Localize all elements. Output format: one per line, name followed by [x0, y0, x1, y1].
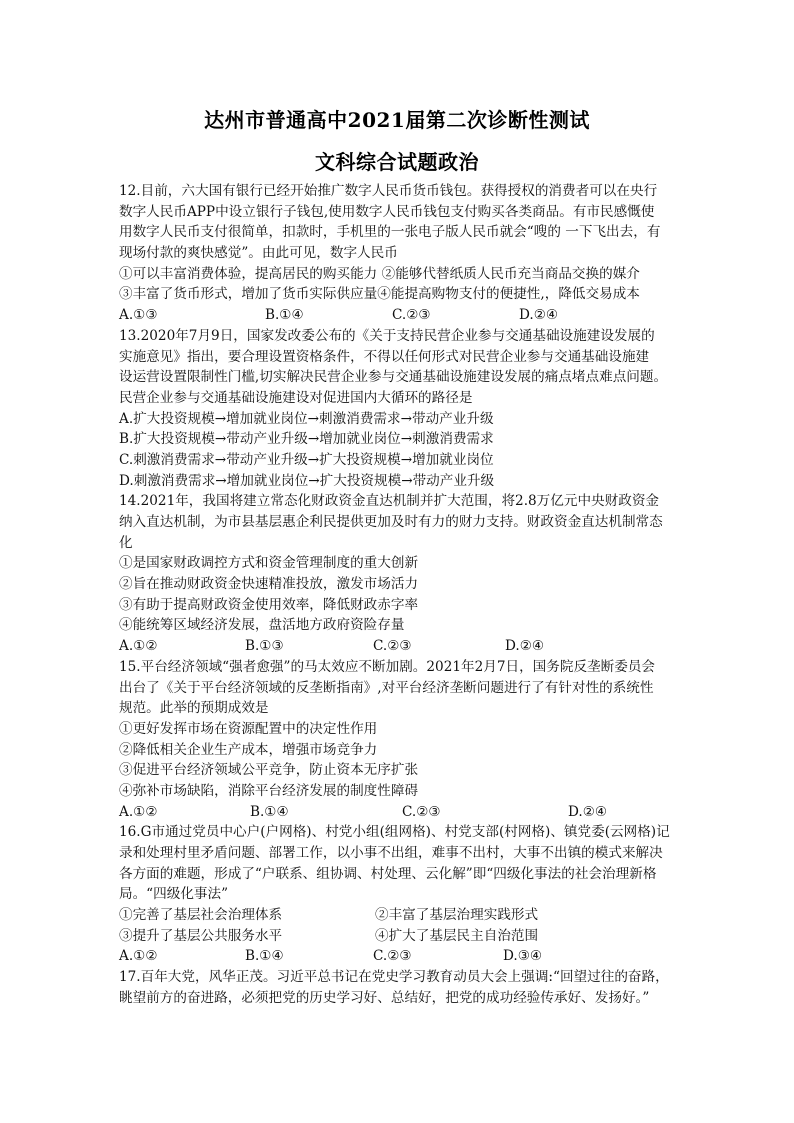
- option-line: C.刺激消费需求→带动产业升级→扩大投资规模→增加就业岗位: [119, 451, 494, 468]
- option-d: D.②④: [505, 638, 545, 655]
- option-line: B.扩大投资规模→带动产业升级→增加就业岗位→刺激消费需求: [119, 431, 494, 448]
- answer-options: [119, 305, 679, 326]
- option-a: A.①②: [119, 803, 158, 820]
- question-14: [119, 491, 679, 657]
- statement: ①可以丰富消费体验，提高居民的购买能力 ②能够代替纸质人民币充当商品交换的媒介: [119, 265, 640, 282]
- option-line: D.刺激消费需求→增加就业岗位→扩大投资规模→带动产业升级: [119, 472, 495, 489]
- stem-line: 17.百年大党，风华正茂。习近平总书记在党史学习教育动员大会上强调:“回望过往的奋路，: [119, 969, 669, 986]
- stem-line: 纳入直达机制，为市县基层惠企利民提供更加及时有力的财力支持。财政资金直达机制常态: [119, 514, 663, 530]
- stem-line: 民营企业参与交通基础设施建设对促进国内大循环的路径是: [119, 389, 473, 406]
- option-c: C.②③: [402, 803, 441, 820]
- statement: ③有助于提高财政资金使用效率，降低财政赤字率: [119, 596, 419, 613]
- option-b: B.①④: [265, 307, 304, 324]
- stem-line: 规范。此举的预期成效是: [119, 700, 269, 717]
- question-17: [119, 967, 679, 1008]
- statement: ②降低相关企业生产成本，增强市场竞争力: [119, 741, 378, 758]
- statement: ③促进平台经济领域公平竞争，防止资本无序扩张: [119, 762, 419, 779]
- statement: ②旨在推动财政资金快速精准投放，激发市场活力: [119, 576, 419, 593]
- statement: ①更好发挥市场在资源配置中的决定性作用: [119, 720, 378, 737]
- statement: ③丰富了货币形式，增加了货币实际供应量④能提高购物支付的便捷性,，降低交易成本: [119, 286, 640, 303]
- stem-line: 数字人民币APP中设立银行子钱包,使用数字人民币钱包支付购买各类商品。有市民感慨使: [119, 203, 655, 220]
- answer-options: [119, 802, 679, 823]
- statement-row: [119, 905, 679, 926]
- stem-line: 12.目前，六大国有银行已经开始推广数字人民币货币钱包。获得授权的消费者可以在央行: [119, 183, 658, 199]
- answer-options: [119, 636, 679, 657]
- question-content: [119, 181, 679, 1009]
- stem-line: 16.G市通过党员中心户(户网格)、村党小组(组网格)、村党支部(村网格)、镇党委(云网格)记: [119, 824, 670, 841]
- option-line: A.扩大投资规模→增加就业岗位→刺激消费需求→带动产业升级: [119, 410, 494, 427]
- option-c: C.②③: [392, 307, 431, 324]
- stem-line: 设运营设置限制性门槛,切实解决民营企业参与交通基础设施建设发展的痛点堵点难点问题。: [119, 369, 668, 386]
- statement: ④能统筹区域经济发展，盘活地方政府资险存量: [119, 617, 405, 634]
- stem-line: 用数字人民币支付很简单，扣款时，手机里的一张电子版人民币就会“嗖的 一下飞出去，有: [119, 224, 661, 241]
- option-a: A.①③: [119, 307, 158, 324]
- question-13: [119, 326, 679, 492]
- option-a: A.①②: [119, 638, 158, 655]
- stem-line: 出台了《关于平台经济领域的反垄断指南》,对平台经济垄断问题进行了有针对性的系统性: [119, 679, 654, 696]
- stem-line: 14.2021年，我国将建立常态化财政资金直达机制并扩大范围，将2.8万亿元中央财政资金: [119, 493, 660, 510]
- stem-line: 15.平台经济领域“强者愈强”的马太效应不断加剧。2021年2月7日，国务院反垄断委员会: [119, 658, 656, 675]
- option-a: A.①②: [119, 948, 158, 965]
- option-b: B.①④: [250, 803, 289, 820]
- statement-row: [119, 926, 679, 947]
- option-b: B.①④: [245, 948, 284, 965]
- option-d: D.②④: [519, 307, 559, 324]
- statement: ②丰富了基层治理实践形式: [375, 907, 539, 924]
- question-16: [119, 822, 679, 967]
- question-15: [119, 657, 679, 823]
- statement: ④扩大了基层民主自治范围: [375, 927, 539, 944]
- stem-line: 实施意见》指出，要合理设置资格条件，不得以任何形式对民营企业参与交通基础设施建: [119, 348, 650, 365]
- stem-line: 化: [119, 534, 133, 551]
- question-12: [119, 181, 679, 326]
- stem-line: 13.2020年7月9日，国家发改委公布的《关于支持民营企业参与交通基础设施建设发展的: [119, 327, 655, 344]
- option-c: C.②③: [373, 948, 412, 965]
- stem-line: 局。“四级化事法”: [119, 886, 229, 903]
- option-d: D.②④: [568, 803, 608, 820]
- option-b: B.①③: [245, 638, 284, 655]
- stem-line: 各方面的难题，形成了“户联系、组协调、村处理、云化解”即“四级化事法的社会治理新格: [119, 865, 657, 882]
- statement: ④弥补市场缺陷，消除平台经济发展的制度性障碍: [119, 782, 419, 799]
- statement: ③提升了基层公共服务水平: [119, 927, 283, 944]
- stem-line: 录和处理村里矛盾问题、部署工作，以小事不出组，难事不出村，大事不出镇的模式来解决: [119, 845, 663, 861]
- stem-line: 现场付款的爽快感觉”。由此可见，数字人民币: [119, 245, 398, 262]
- document-title: 达州市普通高中2021届第二次诊断性测试: [204, 108, 590, 132]
- stem-line: 眺望前方的奋进路，必须把党的历史学习好、总结好，把党的成功经验传承好、发扬好。”: [119, 989, 650, 1006]
- option-c: C.②③: [373, 638, 412, 655]
- option-d: D.③④: [503, 948, 543, 965]
- statement: ①完善了基层社会治理体系: [119, 907, 283, 924]
- statement: ①是国家财政调控方式和资金管理制度的重大创新: [119, 555, 419, 572]
- answer-options: [119, 946, 679, 967]
- document-subtitle: 文科综合试题政治: [315, 150, 479, 174]
